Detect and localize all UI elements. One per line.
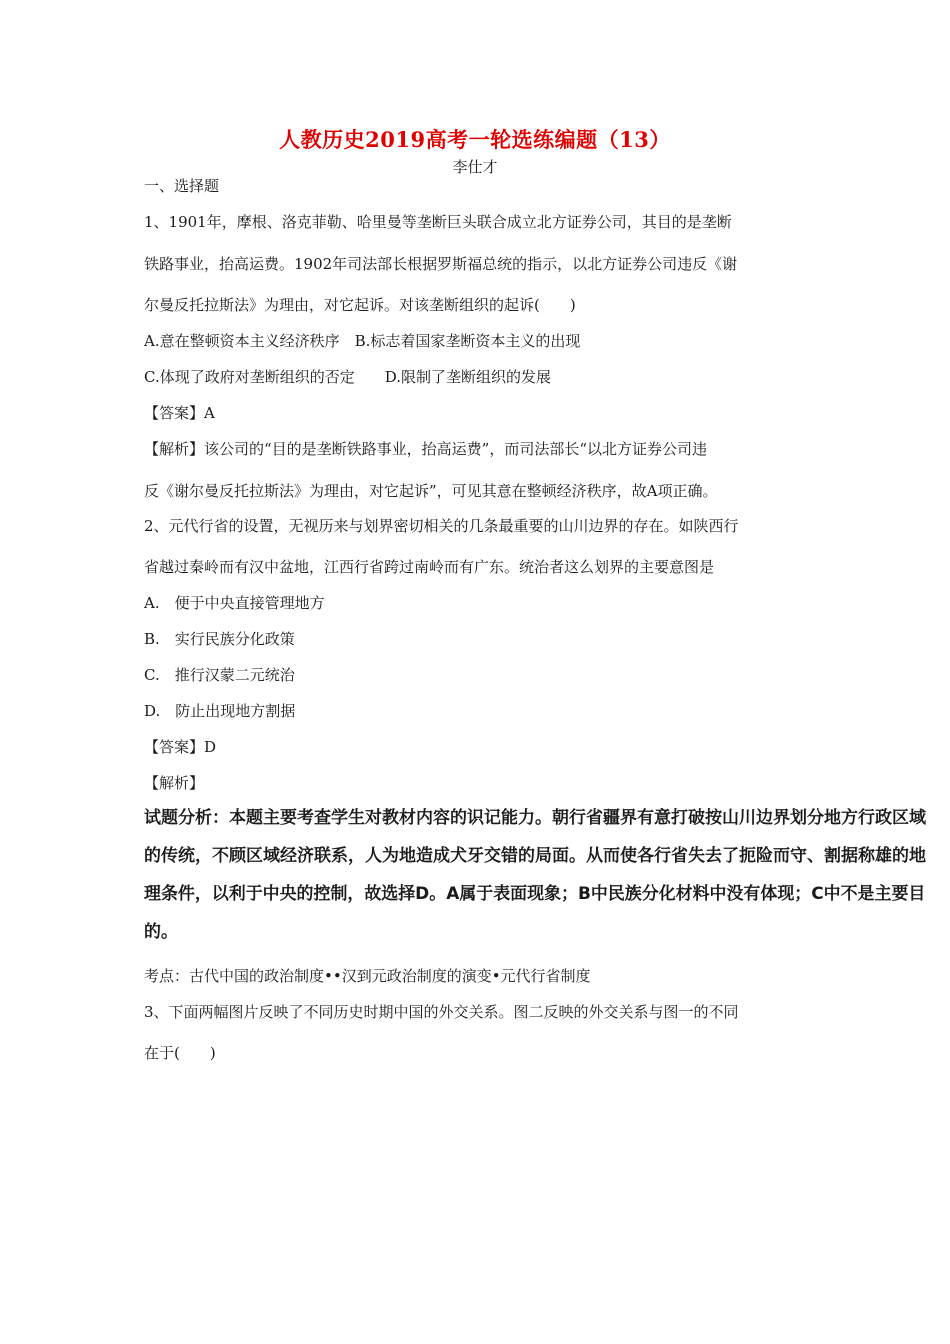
q2-stem-line-1: 2、元代行省的设置，无视历来与划界密切相关的几条最重要的山川边界的存在。如陕西行 — [144, 517, 739, 535]
q1-analysis-line-1: 【解析】该公司的“目的是垄断铁路事业，抬高运费”，而司法部长“以北方证券公司违 — [144, 440, 708, 458]
q2-answer: 【答案】D — [144, 738, 217, 756]
q2-option-b: B. 实行民族分化政策 — [144, 630, 295, 648]
q2-option-a: A. 便于中央直接管理地方 — [144, 594, 325, 612]
q2-analysis-line-3: 理条件，以利于中央的控制，故选择D。A属于表面现象；B中民族分化材料中没有体现；C中不是主要目 — [144, 884, 926, 904]
q2-analysis-label: 【解析】 — [144, 774, 205, 792]
q1-stem-line-3: 尔曼反托拉斯法》为理由，对它起诉。对该垄断组织的起诉( ) — [144, 296, 576, 314]
q1-stem-line-1: 1、1901年，摩根、洛克菲勒、哈里曼等垄断巨头联合成立北方证券公司，其目的是垄断 — [144, 213, 732, 231]
q1-answer: 【答案】A — [144, 404, 215, 422]
q2-analysis-line-4: 的。 — [144, 922, 178, 942]
section-heading: 一、选择题 — [144, 177, 220, 195]
q3-stem-line-1: 3、下面两幅图片反映了不同历史时期中国的外交关系。图二反映的外交关系与图一的不同 — [144, 1003, 739, 1021]
q1-analysis-line-2: 反《谢尔曼反托拉斯法》为理由，对它起诉”，可见其意在整顿经济秩序，故A项正确。 — [144, 482, 718, 500]
q1-stem-line-2: 铁路事业，抬高运费。1902年司法部长根据罗斯福总统的指示，以北方证券公司违反《谢 — [144, 255, 738, 273]
q1-options-line-2: C.体现了政府对垄断组织的否定 D.限制了垄断组织的发展 — [144, 368, 551, 386]
q1-options-line-1: A.意在整顿资本主义经济秩序 B.标志着国家垄断资本主义的出现 — [144, 332, 581, 350]
page-title: 人教历史2019高考一轮选练编题（13） — [279, 127, 671, 152]
q2-stem-line-2: 省越过秦岭而有汉中盆地，江西行省跨过南岭而有广东。统治者这么划界的主要意图是 — [144, 558, 715, 576]
q2-option-c: C. 推行汉蒙二元统治 — [144, 666, 295, 684]
author: 李仕才 — [452, 158, 498, 176]
q3-stem-line-2: 在于( ) — [144, 1044, 216, 1062]
q2-kaodian: 考点：古代中国的政治制度••汉到元政治制度的演变•元代行省制度 — [144, 967, 591, 985]
q2-analysis-line-1: 试题分析：本题主要考查学生对教材内容的识记能力。朝行省疆界有意打破按山川边界划分地方行政区域 — [144, 808, 926, 828]
q2-option-d: D. 防止出现地方割据 — [144, 702, 296, 720]
q2-analysis-line-2: 的传统，不顾区域经济联系，人为地造成犬牙交错的局面。从而使各行省失去了扼险而守、割据称雄的地 — [144, 846, 926, 866]
